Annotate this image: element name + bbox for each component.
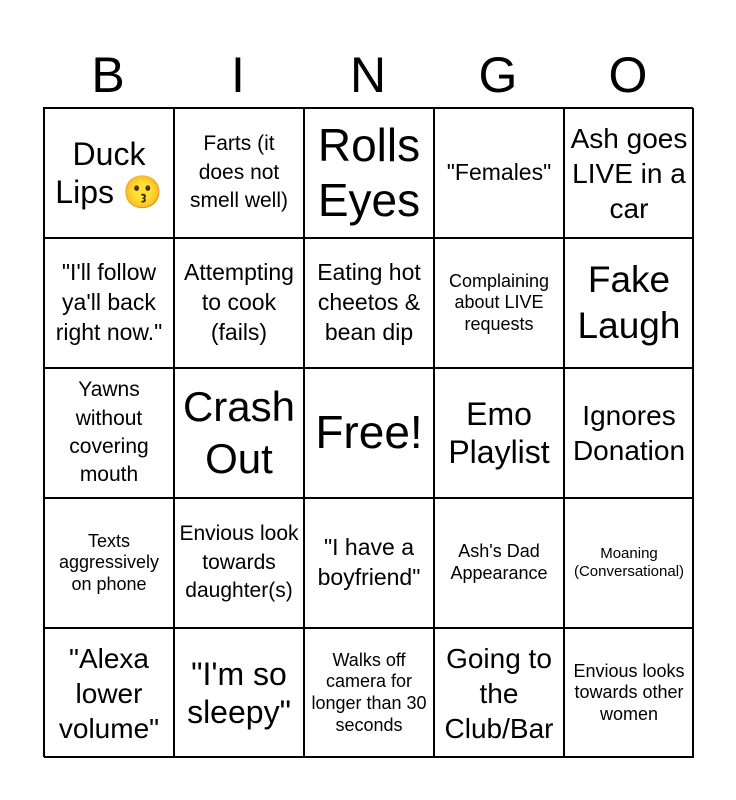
bingo-cell[interactable]: Duck Lips 😗 bbox=[44, 108, 174, 238]
bingo-cell[interactable]: "I'll follow ya'll back right now." bbox=[44, 238, 174, 368]
bingo-cell[interactable]: Complaining about LIVE requests bbox=[434, 238, 564, 368]
bingo-cell[interactable]: Moaning (Conversational) bbox=[564, 498, 694, 628]
bingo-cell[interactable]: Fake Laugh bbox=[564, 238, 694, 368]
bingo-cell[interactable]: Envious look towards daughter(s) bbox=[174, 498, 304, 628]
bingo-cell[interactable]: "Females" bbox=[434, 108, 564, 238]
bingo-cell[interactable]: Ash's Dad Appearance bbox=[434, 498, 564, 628]
bingo-cell[interactable]: "Alexa lower volume" bbox=[44, 628, 174, 758]
bingo-cell[interactable]: Texts aggressively on phone bbox=[44, 498, 174, 628]
bingo-cell[interactable]: Walks off camera for longer than 30 seconds bbox=[304, 628, 434, 758]
bingo-cell[interactable]: Eating hot cheetos & bean dip bbox=[304, 238, 434, 368]
bingo-cell[interactable]: Ash goes LIVE in a car bbox=[564, 108, 694, 238]
bingo-cell[interactable]: Envious looks towards other women bbox=[564, 628, 694, 758]
bingo-cell[interactable]: Attempting to cook (fails) bbox=[174, 238, 304, 368]
bingo-cell[interactable]: "I'm so sleepy" bbox=[174, 628, 304, 758]
header-letter-n: N bbox=[349, 47, 387, 103]
header-letter-o: O bbox=[608, 47, 648, 103]
bingo-cell[interactable]: Farts (it does not smell well) bbox=[174, 108, 304, 238]
free-space-cell[interactable]: Free! bbox=[304, 368, 434, 498]
bingo-cell[interactable]: Rolls Eyes bbox=[304, 108, 434, 238]
header-letter-i: I bbox=[231, 47, 245, 103]
bingo-card bbox=[43, 107, 693, 757]
bingo-cell[interactable]: Emo Playlist bbox=[434, 368, 564, 498]
bingo-cell[interactable]: Going to the Club/Bar bbox=[434, 628, 564, 758]
bingo-header bbox=[43, 44, 693, 106]
bingo-cell[interactable]: Yawns without covering mouth bbox=[44, 368, 174, 498]
bingo-cell[interactable]: Ignores Donation bbox=[564, 368, 694, 498]
bingo-cell[interactable]: "I have a boyfriend" bbox=[304, 498, 434, 628]
header-letter-g: G bbox=[478, 47, 518, 103]
bingo-cell[interactable]: Crash Out bbox=[174, 368, 304, 498]
header-letter-b: B bbox=[91, 47, 125, 103]
